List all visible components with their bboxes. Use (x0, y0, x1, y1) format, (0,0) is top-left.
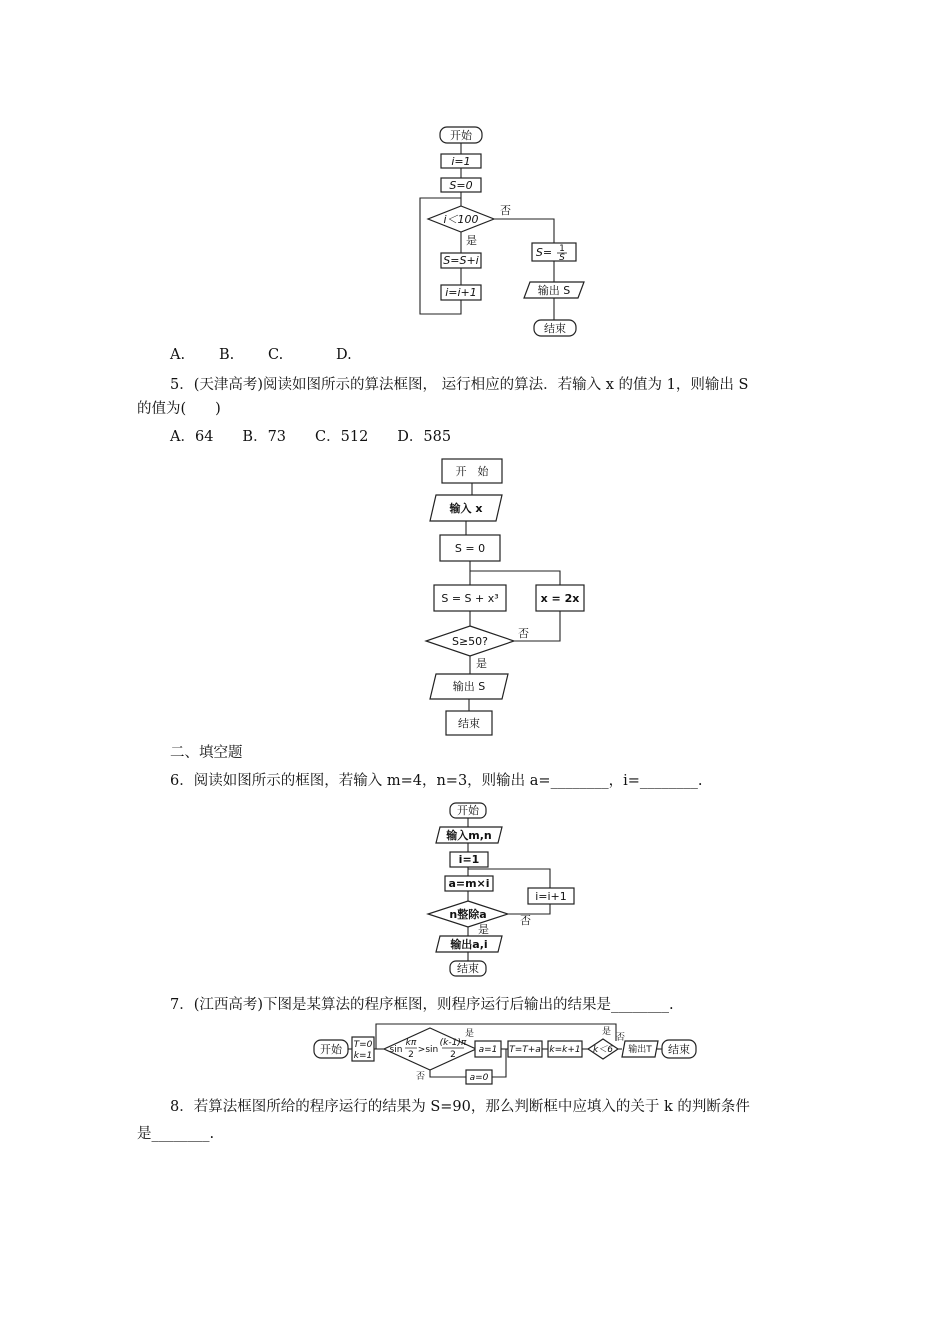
flow3-output-label: 输出a,i (450, 938, 488, 951)
q4-option-d: D. (336, 347, 352, 363)
flow1-condition-label: i＜100 (443, 213, 479, 226)
flow1-init-s-label: S=0 (449, 179, 473, 192)
flow3-condition-label: n整除a (449, 908, 487, 921)
flow4-end-label: 结束 (668, 1043, 690, 1056)
flow1-yes-label: 是 (466, 234, 477, 247)
flow4-no-1: 否 (416, 1072, 426, 1082)
q4-option-b: B. (219, 347, 235, 363)
q6-line: 6．阅读如图所示的框图，若输入 m=4，n=3，则输出 a=________，i=________. (170, 773, 703, 789)
flow1-start-label: 开始 (450, 129, 472, 142)
flow1-update-s-label: S=S+i (443, 254, 479, 267)
flow4-yes-2: 是 (602, 1027, 612, 1037)
flow4-yes-1: 是 (465, 1029, 475, 1039)
q7-line: 7．(江西高考)下图是某算法的程序框图，则程序运行后输出的结果是________. (170, 997, 674, 1013)
flow3-end-label: 结束 (457, 962, 479, 975)
flow1-output-label: 输出 S (537, 284, 571, 297)
flow4-km1pi: (k-1)π (439, 1038, 467, 1048)
flow4-start-label: 开始 (320, 1043, 342, 1056)
q5-line2: 的值为( ) (137, 401, 221, 417)
flow4-kpi: kπ (405, 1038, 417, 1048)
flowchart-divisible (420, 800, 600, 980)
flow3-inc-label: i=i+1 (535, 890, 567, 903)
flow3-input-label: 输入m,n (446, 829, 492, 842)
flow4-output-label: 输出T (628, 1045, 652, 1055)
flow4-sin-left: sin (389, 1045, 403, 1055)
q4-option-a: A. (170, 347, 186, 363)
flowchart-horizontal-sin (310, 1020, 700, 1090)
flow2-init-label: S = 0 (454, 542, 486, 555)
flow3-start-label: 开始 (457, 804, 479, 817)
q4-option-c: C. (268, 347, 284, 363)
flow2-output-label: 输出 S (452, 680, 486, 693)
flow4-cond-label: k＜6 (593, 1045, 613, 1055)
flow2-update-label: S = S + x³ (441, 592, 499, 605)
flow2-end-label: 结束 (458, 717, 480, 730)
flow4-init-k: k=1 (353, 1051, 373, 1061)
q8-line2: 是________. (137, 1126, 215, 1142)
q8-line1: 8．若算法框图所给的程序运行的结果为 S=90，那么判断框中应填入的关于 k 的判断条件 (170, 1099, 750, 1115)
flow4-no-2: 否 (616, 1033, 626, 1043)
flow1-no-label: 否 (500, 204, 511, 217)
flowchart-cube-sum (420, 455, 610, 740)
flow1-assign-prefix: S= (535, 246, 553, 259)
flow1-update-i-label: i=i+1 (445, 286, 477, 299)
flow1-end-label: 结束 (544, 322, 566, 335)
flow4-a0-label: a=0 (469, 1073, 489, 1083)
flow1-assign-den: S (559, 253, 565, 263)
flow4-gt-sin: >sin (417, 1045, 439, 1055)
flow4-init-t: T=0 (353, 1040, 373, 1050)
q5-line1: 5．(天津高考)阅读如图所示的算法框图， 运行相应的算法．若输入 x 的值为 1，则输出 S (170, 377, 749, 393)
flow2-start-label: 开 始 (455, 465, 489, 478)
flow4-kk-label: k=k+1 (549, 1045, 581, 1055)
flow2-double-label: x = 2x (540, 592, 580, 605)
q5-options: A．64 B．73 C．512 D．585 (170, 429, 452, 445)
flow4-a1-label: a=1 (478, 1045, 498, 1055)
flow4-tt-label: T=T+a (509, 1045, 541, 1055)
flow2-no-label: 否 (518, 627, 529, 640)
flow4-two-right: 2 (450, 1050, 456, 1060)
flow2-condition-label: S≥50? (451, 635, 489, 648)
flow3-assign-label: a=m×i (448, 877, 490, 890)
flow3-yes-label: 是 (478, 923, 489, 936)
flow4-two-left: 2 (408, 1050, 414, 1060)
flow3-init-label: i=1 (458, 853, 480, 866)
flow2-yes-label: 是 (476, 657, 487, 670)
flow3-no-label: 否 (520, 914, 531, 927)
flow2-input-label: 输入 x (449, 502, 483, 515)
section-fill-in: 二、填空题 (170, 745, 243, 761)
flow1-assign-num: 1 (559, 244, 565, 254)
flow1-init-i-label: i=1 (451, 155, 471, 168)
flowchart-sum-reciprocal (410, 122, 610, 342)
